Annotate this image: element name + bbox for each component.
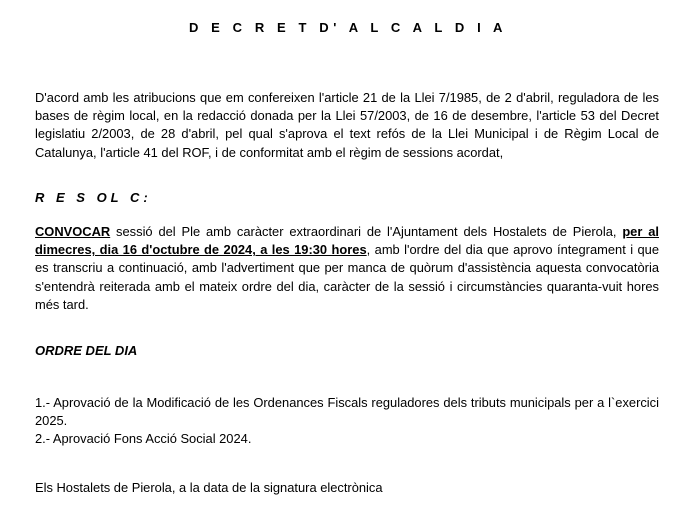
ordre-del-dia-heading: ORDRE DEL DIA (35, 343, 138, 358)
intro-paragraph: D'acord amb les atribucions que em confereixen l'article 21 de la Llei 7/1985, de 2 d'abril, reguladora de les bases de règim local, en la redacció donada per la Llei 57/2003, de 16 de desembre, l'article 53 del Decret legislatiu 2/2003, de 28 d'abril, pel qual s'aprova el text refós de la Llei Municipal i de Règim Local de Catalunya, l'article 41 del ROF, i de conformitat amb el règim de sessions acordat, (35, 90, 659, 160)
agenda-list (35, 394, 659, 449)
document-title: D E C R E T D' A L C A L D I A (188, 20, 508, 35)
closing-line: Els Hostalets de Pierola, a la data de la signatura electrònica (35, 480, 383, 495)
agenda-item-2: 2.- Aprovació Fons Acció Social 2024. (35, 431, 252, 447)
convocar-verb: CONVOCAR (35, 224, 111, 239)
convocar-text-after: , amb l'ordre del dia que aprovo íntegrament i que es transcriu a continuació, amb l'advertiment que per manca de quòrum d'assistència aquesta convocatòria s'entendrà reiterada amb el mateix ordre del dia, caràcter de la sessió i circumstàncies quaranta-vuit hores més tard. (35, 242, 660, 312)
convocar-paragraph (35, 223, 659, 314)
session-date-time: per al dimecres, dia 16 d'octubre de 2024, a les 19:30 hores (35, 224, 659, 258)
convocar-text-before: sessió del Ple amb caràcter extraordinari de l'Ajuntament dels Hostalets de Pierola, (110, 224, 623, 239)
resolc-heading: R E S OL C: (35, 190, 152, 205)
agenda-item-1: 1.- Aprovació de la Modificació de les Ordenances Fiscals reguladores dels tributs municipals per a l`exercici 2025. (35, 395, 659, 429)
